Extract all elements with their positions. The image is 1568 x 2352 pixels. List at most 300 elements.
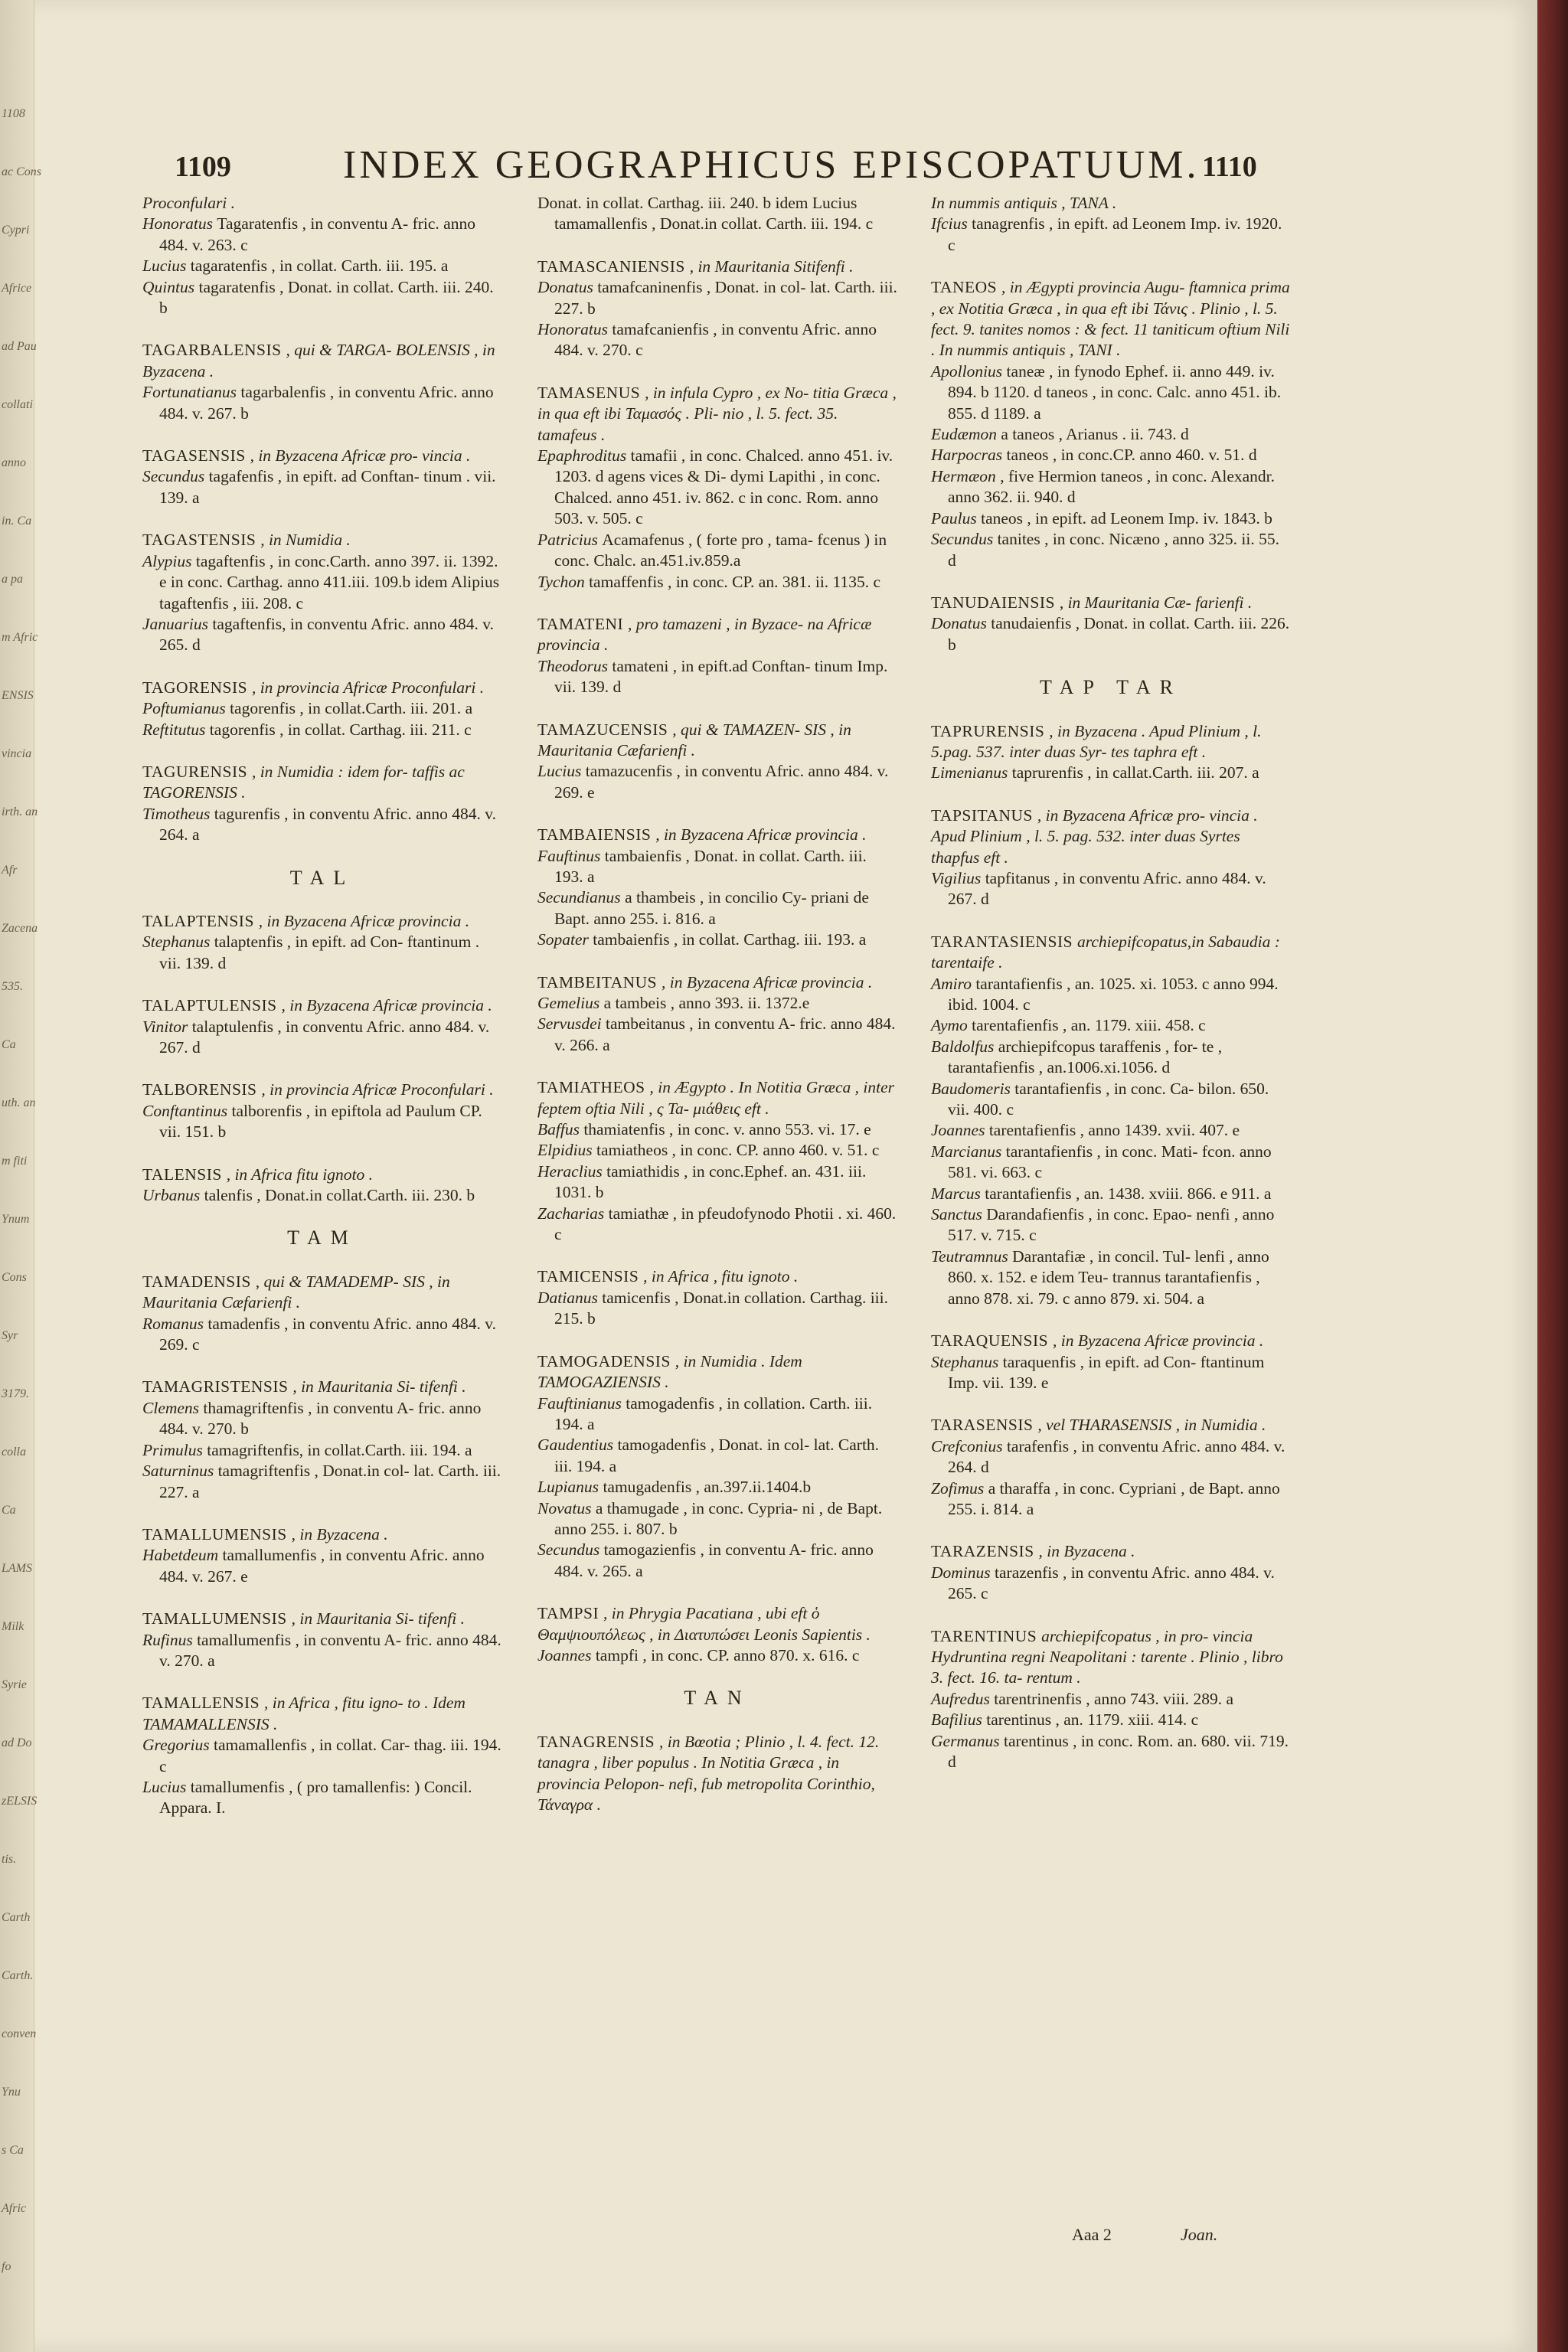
bishop-line <box>537 1204 897 1246</box>
bishop-name: Germanus <box>931 1731 1004 1750</box>
index-column-2 <box>537 193 897 1837</box>
bishop-reference: tarafenfis , in conventu Afric. anno 484. v. 264. d <box>948 1436 1285 1477</box>
see-location: , qui & TARGA- BOLENSIS , in Byzacena . <box>142 341 495 381</box>
bishop-reference: tagaratenfis , in collat. Carth. iii. 195. a <box>190 256 449 276</box>
gutter-fragment: LAMS <box>2 1562 32 1575</box>
see-name: TALAPTULENSIS <box>142 996 282 1015</box>
running-title: INDEX GEOGRAPHICUS EPISCOPATUUM. <box>343 143 1200 187</box>
bishop-line <box>931 1731 1291 1773</box>
bishop-line <box>142 1314 502 1356</box>
bishop-line <box>142 1398 502 1440</box>
see-name: TAMALLENSIS <box>142 1694 264 1713</box>
bishop-reference: tamiathæ , in pfeudofynodo Photii . xi. 460. c <box>554 1204 897 1244</box>
bishop-name: Joannes <box>537 1645 596 1664</box>
index-entry <box>931 1331 1291 1393</box>
bishop-line <box>537 530 897 572</box>
bishop-line <box>931 1037 1291 1079</box>
gutter-fragment: s Ca <box>2 2144 24 2157</box>
bishop-line <box>142 1545 502 1587</box>
see-name: TAMOGADENSIS <box>537 1351 675 1370</box>
bishop-name: Conftantinus <box>142 1101 232 1120</box>
see-location: , in Byzacena Africæ pro- vincia . Apud Plinium , l. 5. pag. 532. inter duas Syrtes thapfus eft . <box>931 805 1258 867</box>
bishop-name: Secundus <box>537 1540 604 1560</box>
entry-heading <box>142 678 502 698</box>
see-name: TARAQUENSIS <box>931 1331 1053 1351</box>
bishop-name: Servusdei <box>537 1014 606 1034</box>
bishop-line <box>537 761 897 803</box>
bishop-name: Honoratus <box>537 320 612 339</box>
index-entry <box>931 932 1291 1309</box>
see-name: TAMBEITANUS <box>537 972 662 991</box>
gutter-fragment: conven <box>2 2027 37 2040</box>
see-name: TALBORENSIS <box>142 1080 262 1099</box>
bishop-line <box>931 974 1291 1016</box>
gutter-fragment: Carth <box>2 1911 31 1924</box>
see-location: , vel THARASENSIS , in Numidia . <box>1037 1416 1266 1435</box>
bishop-line <box>931 1246 1291 1309</box>
bishop-line <box>142 804 502 846</box>
see-name: TAPSITANUS <box>931 805 1037 825</box>
see-location: , in Ægypti provincia Augu- ftamnica prima , ex Notitia Græca , in qua eft ibi Τάνις . Plinio , l. 5. fect. 9. tanites nomos : & fect. 11 taniticum oftium Nili . In nummis antiquis , TANI . <box>931 278 1290 360</box>
see-location: , in Byzacena . Apud Plinium , l. 5.pag. 537. inter duas Syr- tes taphra eft . <box>931 721 1262 761</box>
bishop-reference: tagorenfis , in collat.Carth. iii. 201. a <box>230 699 473 718</box>
see-location: , in Bœotia ; Plinio , l. 4. fect. 12. tanagra , liber populus . In Notitia Græca , in provincia Pelopon- nefi, fub metropolita Corinthio, Τάναγρα . <box>537 1732 880 1814</box>
entry-heading <box>931 805 1291 868</box>
index-entry <box>142 340 502 424</box>
page-number-right: 1110 <box>1202 151 1257 183</box>
bishop-line <box>537 656 897 698</box>
bishop-line <box>931 445 1291 466</box>
bishop-reference: tamiatheos , in conc. CP. anno 460. v. 51. c <box>596 1141 880 1160</box>
bishop-reference: tamallumenfis , in conventu A- fric. anno 484. v. 270. a <box>159 1630 501 1670</box>
bishop-name: Gemelius <box>537 994 604 1012</box>
bishop-line <box>537 1014 897 1056</box>
bishop-line <box>142 551 502 614</box>
gutter-fragment: ad Pau <box>2 340 37 353</box>
bishop-name: Teutramnus <box>931 1246 1013 1266</box>
bishop-name: Heraclius <box>537 1161 607 1181</box>
gutter-fragment: Zacena <box>2 922 38 935</box>
gutter-fragment: in. Ca <box>2 514 32 528</box>
see-location: , in Mauritania Cæ- farienfi . <box>1059 593 1253 612</box>
see-location: , in Africa fitu ignoto . <box>226 1165 374 1184</box>
bishop-line <box>931 763 1291 783</box>
entry-heading <box>142 1080 502 1100</box>
entry-heading <box>537 1732 897 1816</box>
bishop-reference: tarentinus , an. 1179. xiii. 414. c <box>986 1710 1199 1730</box>
bishop-reference: tarentinus , in conc. Rom. an. 680. vii. 719. d <box>948 1731 1289 1771</box>
book-cover-edge <box>1537 0 1568 2352</box>
bishop-name: Lucius <box>537 762 586 781</box>
bishop-reference: tarentafienfis , an. 1179. xiii. 458. c <box>972 1016 1206 1035</box>
entry-heading <box>537 614 897 656</box>
bishop-name: Alypius <box>142 551 196 570</box>
gutter-fragment: Syr <box>2 1329 18 1342</box>
index-entry <box>537 1266 897 1329</box>
bishop-line <box>142 1630 502 1672</box>
see-location: , in Numidia . Idem TAMOGAZIENSIS . <box>537 1351 802 1392</box>
section-heading: TAN <box>684 1687 751 1710</box>
bishop-name: Secundus <box>931 530 998 549</box>
bishop-reference: a thambeis , in concilio Cy- priani de Bapt. anno 255. i. 816. a <box>554 888 869 928</box>
bishop-name: Bafilius <box>931 1710 987 1730</box>
index-entry <box>142 1377 502 1502</box>
bishop-line <box>142 214 502 256</box>
see-name: TARANTASIENSIS <box>931 932 1077 951</box>
entry-heading <box>931 593 1291 613</box>
bishop-line <box>142 720 502 740</box>
bishop-name: Secundus <box>142 467 209 486</box>
bishop-reference: taprurenfis , in callat.Carth. iii. 207. a <box>1011 763 1259 782</box>
entry-heading <box>537 256 897 277</box>
see-name: TAGASENSIS <box>142 446 250 466</box>
index-entry <box>142 193 502 318</box>
entry-heading <box>142 1272 502 1314</box>
see-location: , in Mauritania Si- tifenfi . <box>292 1377 466 1396</box>
entry-heading <box>142 1165 502 1185</box>
bishop-reference: taraquenfis , in epift. ad Con- ftantinum Imp. vii. 139. e <box>948 1352 1265 1392</box>
see-location: , in Byzacena Africæ provincia . <box>662 972 873 991</box>
bishop-reference: tamazucenfis , in conventu Afric. anno 484. v. 269. e <box>554 762 889 802</box>
see-name: TAMAGRISTENSIS <box>142 1377 293 1396</box>
see-name: TALENSIS <box>142 1165 227 1184</box>
bishop-name: Secundianus <box>537 888 626 907</box>
bishop-name: Baldolfus <box>931 1037 998 1056</box>
bishop-line <box>537 319 897 361</box>
index-entry <box>931 193 1291 256</box>
bishop-reference: tapfitanus , in conventu Afric. anno 484. v. 267. d <box>948 868 1266 909</box>
see-location: , in Mauritania Si- tifenfi . <box>291 1609 465 1628</box>
bishop-line <box>537 1119 897 1140</box>
entry-heading <box>931 277 1291 361</box>
bishop-line <box>537 887 897 929</box>
see-location: , in Numidia : idem for- taffis ac TAGORENSIS . <box>142 762 465 802</box>
bishop-line <box>931 1436 1291 1478</box>
gutter-fragment: Ynu <box>2 2086 21 2099</box>
page-number-left: 1109 <box>175 151 231 183</box>
bishop-line <box>537 1498 897 1540</box>
see-location: archiepifcopatus , in pro- vincia Hydruntina regni Neapolitani : tarente . Plinio , libro 3. fect. 16. ta- rentum . <box>931 1626 1283 1687</box>
index-entry <box>142 1609 502 1671</box>
see-location: , in Numidia . <box>260 531 351 550</box>
see-name: TANUDAIENSIS <box>931 593 1060 612</box>
bishop-name: Novatus <box>537 1498 596 1517</box>
gutter-fragment: Africe <box>2 282 32 295</box>
bishop-name: Romanus <box>142 1314 208 1333</box>
bishop-reference: taneæ , in fynodo Ephef. ii. anno 449. iv. 894. b 1120. d taneos , in conc. Calc. anno 451. ib. 855. d 1189. a <box>948 361 1282 423</box>
index-entry <box>931 277 1291 571</box>
bishop-reference: tamicenfis , Donat.in collation. Carthag. iii. 215. b <box>554 1288 888 1328</box>
bishop-name: Epaphroditus <box>537 446 631 466</box>
bishop-name: Elpidius <box>537 1141 597 1160</box>
bishop-reference: tamiathidis , in conc.Ephef. an. 431. iii. 1031. b <box>554 1161 867 1202</box>
index-entry <box>142 1165 502 1207</box>
see-name: TAMASENUS <box>537 383 645 402</box>
bishop-line <box>537 277 897 319</box>
bishop-line <box>537 1540 897 1582</box>
entry-heading <box>931 193 1291 214</box>
bishop-name: Sopater <box>537 930 593 949</box>
entry-heading <box>537 1266 897 1287</box>
bishop-name: Stephanus <box>142 933 214 952</box>
gutter-fragment: 1108 <box>2 107 25 120</box>
entry-heading <box>931 932 1291 974</box>
bishop-name: Ifcius <box>931 214 972 234</box>
entry-heading <box>142 193 502 214</box>
gutter-fragment: a pa <box>2 573 23 586</box>
index-entry <box>142 762 502 846</box>
index-entry <box>537 1732 897 1816</box>
bishop-reference: tampfi , in conc. CP. anno 870. x. 616. c <box>595 1645 860 1664</box>
bishop-line <box>931 361 1291 424</box>
index-entry <box>537 383 897 593</box>
see-name: TAMALLUMENSIS <box>142 1524 292 1544</box>
see-name: TALAPTENSIS <box>142 911 259 930</box>
bishop-name: Limenianus <box>931 763 1012 782</box>
section-heading: TAL <box>289 866 355 889</box>
gutter-fragment: tis. <box>2 1853 17 1866</box>
gutter-fragment: Carth. <box>2 1969 34 1982</box>
bishop-line <box>537 1161 897 1204</box>
entry-heading <box>931 1541 1291 1562</box>
bishop-reference: tamateni , in epift.ad Conftan- tinum Imp. vii. 139. d <box>554 656 888 697</box>
bishop-line <box>931 1478 1291 1521</box>
bishop-line <box>931 1689 1291 1710</box>
see-location: , in Byzacena . <box>291 1524 388 1544</box>
bishop-reference: tamamallenfis , in collat. Car- thag. iii. 194. c <box>159 1736 501 1775</box>
bishop-reference: tarentrinenfis , anno 743. viii. 289. a <box>994 1689 1234 1708</box>
see-location: , in Africa , fitu ignoto . <box>643 1267 799 1286</box>
gutter-fragment: colla <box>2 1446 26 1459</box>
see-location: , qui & TAMADEMP- SIS , in Mauritania Cæfarienfi . <box>142 1272 450 1312</box>
bishop-reference: talenfis , Donat.in collat.Carth. iii. 230. b <box>204 1186 475 1205</box>
bishop-reference: tambeitanus , in conventu A- fric. anno 484. v. 266. a <box>554 1014 896 1054</box>
bishop-reference: tamagriftenfis, in collat.Carth. iii. 194. a <box>207 1440 472 1459</box>
bishop-reference: tamagriftenfis , Donat.in col- lat. Carth. iii. 227. a <box>159 1462 501 1501</box>
index-entry <box>537 972 897 1057</box>
bishop-name: Gregorius <box>142 1736 214 1755</box>
bishop-name: Honoratus <box>142 214 217 234</box>
see-location: In nummis antiquis , TANA . <box>931 194 1117 212</box>
gutter-fragment: Afr <box>2 864 18 877</box>
entry-heading <box>142 995 502 1016</box>
bishop-reference: tanites , in conc. Nicæno , anno 325. ii. 55. d <box>948 530 1280 570</box>
gutter-fragment: Ca <box>2 1504 16 1517</box>
gutter-fragment: Afric <box>2 2202 26 2215</box>
bishop-reference: tagarbalenfis , in conventu Afric. anno 484. v. 267. b <box>159 383 494 423</box>
bishop-line <box>142 614 502 656</box>
bishop-reference: taneos , in epift. ad Leonem Imp. iv. 1843. b <box>981 508 1272 528</box>
see-name: TAMPSI <box>537 1604 604 1623</box>
bishop-line <box>537 1288 897 1330</box>
bishop-reference: talaptenfis , in epift. ad Con- ftantinum . vii. 139. d <box>159 933 480 972</box>
index-entry <box>142 1080 502 1142</box>
entry-heading <box>537 720 897 762</box>
bishop-reference: archiepifcopus taraffenis , for- te , tarantafienfis , an.1006.xi.1056. d <box>948 1037 1223 1077</box>
bishop-line <box>537 846 897 888</box>
entry-heading <box>931 721 1291 763</box>
bishop-line <box>931 214 1291 256</box>
see-location: , in provincia Africæ Proconfulari . <box>261 1080 494 1099</box>
bishop-name: Vinitor <box>142 1017 192 1036</box>
gutter-fragment: uth. an <box>2 1096 36 1109</box>
bishop-line <box>931 466 1291 508</box>
bishop-line <box>142 698 502 719</box>
index-entry <box>931 1415 1291 1520</box>
catchword: Joan. <box>1181 2225 1218 2244</box>
bishop-line <box>537 1393 897 1436</box>
bishop-line <box>142 1777 502 1819</box>
index-entry <box>931 593 1291 655</box>
bishop-reference: Acamafenus , ( forte pro , tama- fcenus ) in conc. Chalc. an.451.iv.859.a <box>554 530 887 570</box>
bishop-name: Quintus <box>142 277 199 296</box>
bishop-line <box>931 1563 1291 1605</box>
bishop-reference: tamafcanienfis , in conventu Afric. anno 484. v. 270. c <box>554 320 877 360</box>
bishop-reference: a tharaffa , in conc. Cypriani , de Bapt. anno 255. i. 814. a <box>948 1478 1280 1518</box>
see-name: TAPRURENSIS <box>931 721 1050 740</box>
entry-heading <box>142 1524 502 1545</box>
gutter-fragment: Cypri <box>2 224 30 237</box>
bishop-reference: a taneos , Arianus . ii. 743. d <box>1001 425 1189 444</box>
bishop-line <box>931 1079 1291 1121</box>
see-location: , in Ægypto . In Notitia Græca , inter feptem oftia Nili , ς Ta- μιάθεις eft . <box>537 1078 895 1118</box>
index-entry <box>537 193 897 235</box>
section-heading: TAP TAR <box>1039 676 1183 699</box>
bishop-name: Fauftinianus <box>537 1393 626 1413</box>
gutter-fragment: ENSIS <box>2 689 34 702</box>
bishop-line <box>931 1204 1291 1246</box>
entry-heading <box>931 1415 1291 1436</box>
bishop-name: Amiro <box>931 974 976 993</box>
index-entry <box>142 446 502 508</box>
bishop-name: Theodorus <box>537 656 612 675</box>
index-entry <box>142 1693 502 1818</box>
bishop-line <box>931 868 1291 910</box>
bishop-reference: tamallumenfis , in conventu Afric. anno 484. v. 267. e <box>159 1546 485 1586</box>
bishop-reference: , five Hermion taneos , in conc. Alexandr. anno 362. ii. 940. d <box>948 466 1276 507</box>
bishop-name: Zacharias <box>537 1204 609 1223</box>
bishop-line <box>142 1185 502 1206</box>
bishop-name: Donatus <box>537 278 598 297</box>
gutter-fragment: Ynum <box>2 1213 30 1226</box>
entry-heading <box>931 1331 1291 1351</box>
entry-heading <box>142 762 502 804</box>
bishop-name: Datianus <box>537 1288 603 1307</box>
see-name: TARAZENSIS <box>931 1542 1039 1561</box>
bishop-name: Patricius <box>537 530 603 549</box>
see-name: TANEOS <box>931 278 1001 297</box>
facing-page-gutter <box>0 0 41 2352</box>
bishop-line <box>931 1015 1291 1036</box>
bishop-line <box>537 929 897 950</box>
bishop-reference: tanudaienfis , Donat. in collat. Carth. iii. 226. b <box>948 614 1290 654</box>
bishop-name: Urbanus <box>142 1186 204 1205</box>
bishop-reference: tamogadenfis , in collation. Carth. iii. 194. a <box>554 1393 873 1433</box>
see-location: archiepifcopatus,in Sabaudia : tarentaife . <box>931 932 1280 972</box>
bishop-name: Januarius <box>142 614 213 633</box>
bishop-name: Reftitutus <box>142 720 210 739</box>
bishop-line <box>931 508 1291 529</box>
see-location: , in Byzacena . <box>1038 1542 1135 1561</box>
index-entry <box>537 614 897 698</box>
see-name: TAGURENSIS <box>142 762 252 781</box>
gutter-fragment: zELSIS <box>2 1795 38 1808</box>
bishop-name: Paulus <box>931 508 982 528</box>
bishop-line <box>931 1710 1291 1730</box>
bishop-line <box>537 446 897 530</box>
see-location: , in provincia Africæ Proconfulari . <box>251 678 485 697</box>
bishop-name: Apollonius <box>931 361 1007 381</box>
bishop-reference: tarazenfis , in conventu Afric. anno 484. v. 265. c <box>948 1563 1275 1603</box>
index-entry <box>142 530 502 655</box>
entry-heading <box>142 1609 502 1629</box>
bishop-reference: Darandafienfis , in conc. Epao- nenfi , anno 517. v. 715. c <box>948 1205 1275 1245</box>
entry-heading <box>142 1693 502 1735</box>
bishop-name: Dominus <box>931 1563 995 1582</box>
see-location: , in Byzacena Africæ provincia . <box>1052 1331 1264 1351</box>
see-name: TARENTINUS <box>931 1626 1042 1645</box>
gutter-fragment: m fiti <box>2 1155 28 1168</box>
see-name: TAGORENSIS <box>142 678 252 697</box>
bishop-line <box>537 1140 897 1161</box>
bishop-name: Hermæon <box>931 466 1001 485</box>
index-entry <box>142 911 502 974</box>
bishop-name: Stephanus <box>931 1352 1003 1371</box>
bishop-line <box>537 1435 897 1477</box>
see-location: , pro tamazeni , in Byzace- na Africæ provincia . <box>537 614 872 655</box>
gutter-fragment: 535. <box>2 980 23 993</box>
bishop-line <box>142 932 502 974</box>
bishop-reference: Darantafiæ , in concil. Tul- lenfi , anno 860. x. 152. e idem Teu- trannus tarantafienfis , anno 878. xi. 79. c anno 879. xi. 504. a <box>948 1246 1269 1308</box>
entry-heading <box>537 383 897 446</box>
entry-heading <box>142 911 502 932</box>
entry-heading <box>537 972 897 993</box>
bishop-reference: tarantafienfis , in conc. Mati- fcon. anno 581. vi. 663. c <box>948 1142 1272 1182</box>
bishop-name: Zofimus <box>931 1478 988 1498</box>
bishop-name: Donatus <box>931 614 991 633</box>
see-location: , in Byzacena Africæ provincia . <box>258 911 470 930</box>
entry-heading <box>537 1351 897 1393</box>
index-column-1 <box>142 193 502 1841</box>
entry-heading <box>142 446 502 466</box>
bishop-name: Aufredus <box>931 1689 995 1708</box>
bishop-reference: tagorenfis , in collat. Carthag. iii. 211. c <box>209 720 472 739</box>
signature-mark: Aaa 2 <box>1072 2225 1112 2244</box>
gutter-fragment: ad Do <box>2 1736 32 1749</box>
gutter-fragment: Ca <box>2 1038 16 1051</box>
bishop-line <box>142 466 502 508</box>
see-name: TAGARBALENSIS <box>142 341 286 360</box>
see-location: , in Mauritania Sitifenfi . <box>689 256 854 276</box>
bishop-line <box>142 1017 502 1059</box>
bishop-name: Lucius <box>142 256 191 276</box>
see-name: TANAGRENSIS <box>537 1732 659 1751</box>
index-entry <box>537 1077 897 1245</box>
see-location: , in Byzacena Africæ provincia . <box>281 996 492 1015</box>
bishop-name: Fortunatianus <box>142 383 241 402</box>
bishop-name: Marcianus <box>931 1142 1006 1161</box>
see-name: TAMADENSIS <box>142 1272 256 1291</box>
gutter-fragment: 3179. <box>2 1387 29 1400</box>
bishop-reference: tagaftenfis, in conventu Afric. anno 484. v. 265. d <box>159 614 494 655</box>
bishop-reference: tambaienfis , in collat. Carthag. iii. 193. a <box>593 930 867 949</box>
bishop-name: Gaudentius <box>537 1436 618 1455</box>
index-entry <box>537 1351 897 1582</box>
bishop-reference: thamiatenfis , in conc. v. anno 553. vi. 17. e <box>583 1120 871 1139</box>
see-location: , in Byzacena Africæ provincia . <box>655 825 867 844</box>
see-location: Proconfulari . <box>142 194 236 212</box>
bishop-reference: Donat. in collat. Carthag. iii. 240. b idem Lucius tamamallenfis , Donat.in collat. Carth. iii. 194. c <box>537 194 874 234</box>
